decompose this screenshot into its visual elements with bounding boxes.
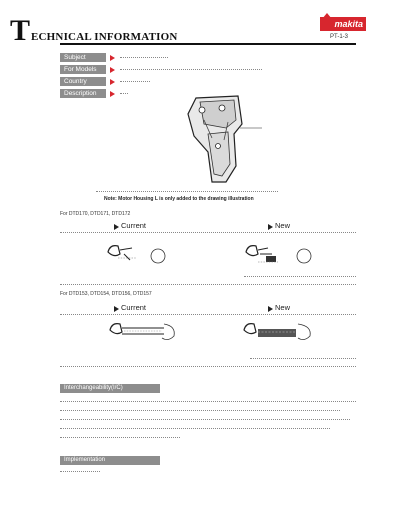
title-initial: T bbox=[10, 14, 31, 47]
interchangeability-header: Interchangeability(I/C) bbox=[60, 384, 160, 393]
section-2-model-ref: For DTD153, DTD154, DTD156, DTD157 bbox=[60, 291, 152, 297]
subject-value-faint bbox=[120, 57, 168, 58]
label-country: Country bbox=[60, 77, 106, 86]
section-1-new-label: New bbox=[275, 221, 291, 230]
section-2-new-part-drawing bbox=[242, 320, 322, 346]
section-1-faint-caption-2 bbox=[60, 284, 356, 285]
section-2-faint-text bbox=[60, 314, 356, 315]
triangle-bullet-icon bbox=[268, 224, 273, 230]
triangle-bullet-icon bbox=[114, 224, 119, 230]
implementation-header: Implementation bbox=[60, 456, 160, 465]
red-arrow-icon bbox=[110, 67, 115, 73]
description-value-faint bbox=[120, 93, 128, 94]
interchangeability-faint-text bbox=[60, 398, 356, 450]
red-arrow-icon bbox=[110, 79, 115, 85]
section-1-faint-caption bbox=[244, 276, 356, 277]
section-1-current-label: Current bbox=[121, 221, 147, 230]
page-title: ECHNICAL INFORMATION bbox=[31, 31, 178, 43]
country-value-faint bbox=[120, 81, 150, 82]
red-arrow-icon bbox=[110, 91, 115, 97]
models-value-faint bbox=[120, 69, 262, 70]
motor-housing-illustration bbox=[178, 94, 270, 186]
makita-logo: makita bbox=[320, 17, 366, 31]
document-number: PT-1-3 bbox=[330, 34, 349, 40]
section-1-model-ref: For DTD170, DTD171, DTD172 bbox=[60, 211, 131, 217]
red-arrow-icon bbox=[110, 55, 115, 61]
section-2-current-label: Current bbox=[121, 303, 147, 312]
triangle-bullet-icon bbox=[114, 306, 119, 312]
figure-note: Note: Motor Housing L is only added to the drawing illustration bbox=[104, 196, 254, 202]
section-1-faint-text bbox=[60, 232, 356, 233]
section-2-new-label: New bbox=[275, 303, 291, 312]
title-rule bbox=[60, 43, 356, 45]
triangle-bullet-icon bbox=[268, 306, 273, 312]
label-description: Description bbox=[60, 89, 106, 98]
section-2-current-part-drawing bbox=[108, 320, 180, 346]
section-1-current-part-drawing bbox=[106, 240, 172, 268]
section-2-faint-caption bbox=[250, 358, 356, 359]
label-subject: Subject bbox=[60, 53, 106, 62]
section-2-faint-caption-2 bbox=[60, 366, 356, 367]
implementation-faint-text bbox=[60, 471, 100, 472]
figure-caption-faint bbox=[96, 188, 278, 192]
label-for-models: For Models bbox=[60, 65, 106, 74]
section-1-new-part-drawing bbox=[244, 240, 316, 268]
